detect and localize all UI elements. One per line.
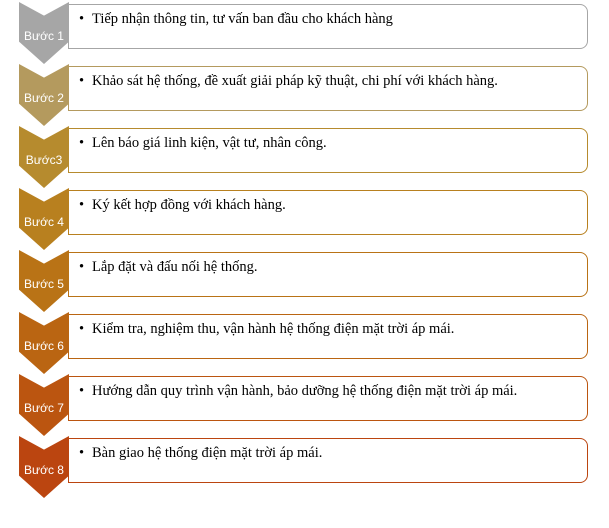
bullet-icon: • (79, 11, 85, 27)
step-6-box (68, 314, 588, 359)
step-2-label: Bước 2 (24, 91, 64, 105)
step-8-text: Bàn giao hệ thống điện mặt trời áp mái. (92, 445, 323, 461)
step-8-box (68, 438, 588, 483)
step-1-box (68, 4, 588, 49)
step-3 (0, 126, 609, 188)
step-1-text: Tiếp nhận thông tin, tư vấn ban đầu cho khách hàng (92, 11, 393, 27)
step-7-text: Hướng dẫn quy trình vận hành, bảo dưỡng hệ thống điện mặt trời áp mái. (92, 383, 518, 399)
bullet-icon: • (79, 259, 85, 275)
step-2 (0, 64, 609, 126)
step-5 (0, 250, 609, 312)
step-6-label: Bước 6 (24, 339, 64, 353)
step-1 (0, 2, 609, 64)
step-4 (0, 188, 609, 250)
bullet-icon: • (79, 445, 85, 461)
step-3-box (68, 128, 588, 173)
step-5-box (68, 252, 588, 297)
step-7-label: Bước 7 (24, 401, 64, 415)
step-6 (0, 312, 609, 374)
bullet-icon: • (79, 321, 85, 337)
step-2-text: Khảo sát hệ thống, đề xuất giải pháp kỹ thuật, chi phí với khách hàng. (92, 73, 498, 89)
bullet-icon: • (79, 73, 85, 89)
step-5-text: Lắp đặt và đấu nối hệ thống. (92, 259, 258, 275)
step-4-label: Bước 4 (24, 215, 64, 229)
step-8 (0, 436, 609, 498)
step-7-box (68, 376, 588, 421)
step-4-box (68, 190, 588, 235)
step-4-text: Ký kết hợp đồng với khách hàng. (92, 197, 286, 213)
step-2-box (68, 66, 588, 111)
step-8-label: Bước 8 (24, 463, 64, 477)
step-7 (0, 374, 609, 436)
bullet-icon: • (79, 197, 85, 213)
step-3-label: Bước3 (25, 153, 63, 167)
bullet-icon: • (79, 383, 85, 399)
step-6-text: Kiểm tra, nghiệm thu, vận hành hệ thống điện mặt trời áp mái. (92, 321, 455, 337)
step-1-label: Bước 1 (24, 29, 64, 43)
step-3-text: Lên báo giá linh kiện, vật tư, nhân công. (92, 135, 327, 151)
step-5-label: Bước 5 (24, 277, 64, 291)
bullet-icon: • (79, 135, 85, 151)
